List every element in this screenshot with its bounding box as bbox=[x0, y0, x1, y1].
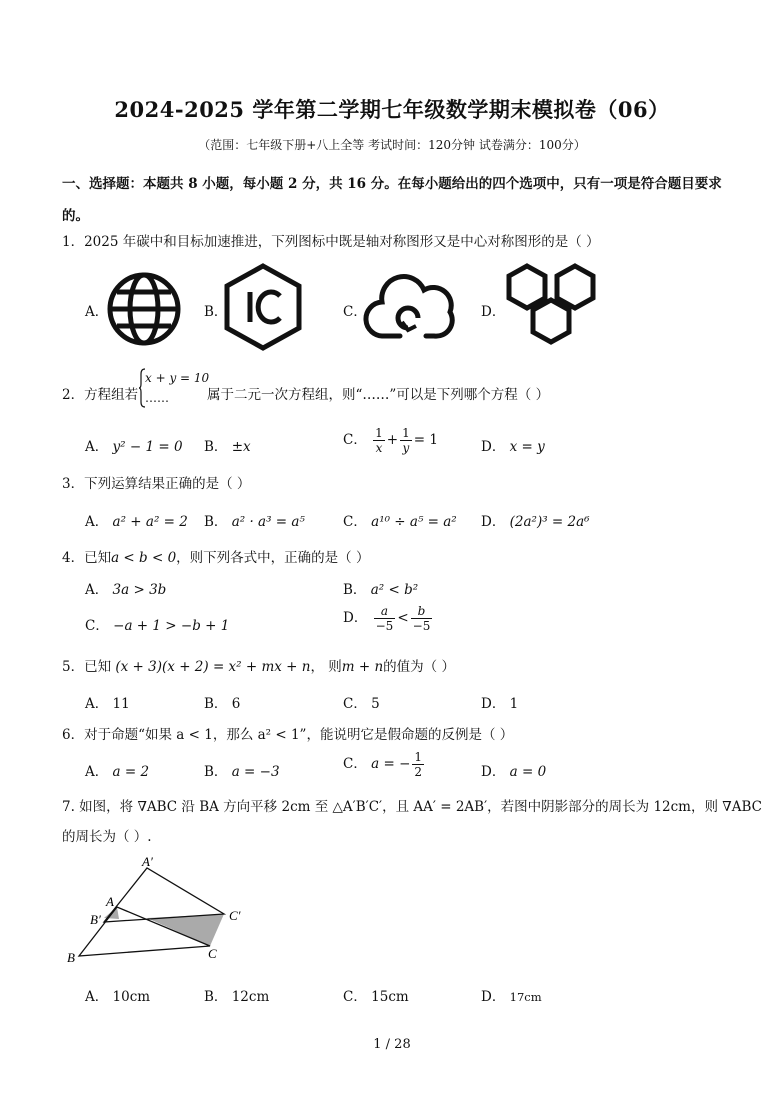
question-1-stem: 1．2025 年碳中和目标加速推进，下列图标中既是轴对称图形又是中心对称图形的是（ ） bbox=[62, 234, 600, 250]
translation-triangle-figure bbox=[62, 852, 262, 967]
q4-suffix: ，则下列各式中，正确的是（ ） bbox=[176, 550, 370, 566]
q2-option-c: C． $\frac{1}{x}$ + $\frac{1}{y}$ = 1 bbox=[343, 426, 438, 455]
q4-option-d: D． $\frac{a}{-5}$ < $\frac{b}{-5}$ bbox=[343, 604, 431, 633]
question-7-stem-line2: 的周长为（ ）. bbox=[62, 829, 152, 845]
q2-c-tail: = 1 bbox=[413, 432, 438, 448]
q7-a-letter: A． bbox=[85, 989, 109, 1005]
ic-hexagon-icon bbox=[222, 262, 304, 352]
q4-c-text: −a + 1 > −b + 1 bbox=[113, 618, 230, 634]
q6-option-a bbox=[85, 760, 149, 780]
q5-b-letter: B． bbox=[204, 696, 228, 712]
frac-den: x bbox=[375, 441, 383, 455]
q2-d-text: x = y bbox=[509, 439, 545, 455]
q4-b-text: a² < b² bbox=[370, 582, 419, 598]
frac-num: b bbox=[411, 604, 433, 619]
q4-a-letter: A． bbox=[85, 582, 109, 598]
q4-option-a bbox=[85, 578, 166, 598]
q5-option-c bbox=[343, 692, 380, 712]
q5-b-text: 6 bbox=[231, 696, 241, 712]
fraction-a-over-neg5 bbox=[374, 604, 396, 633]
label-a-prime: A′ bbox=[142, 854, 153, 869]
q7-c-text: 15cm bbox=[371, 989, 409, 1005]
question-7-stem-line1: 7. 如图，将 ∇ABC 沿 BA 方向平移 2cm 至 △A′B′C′，且 AA′ = 2AB′，若图中阴影部分的周长为 12cm，则 ∇ABC bbox=[62, 799, 762, 815]
q2-option-a bbox=[85, 435, 183, 455]
question-5-stem bbox=[62, 655, 455, 675]
exam-info: （范围：七年级下册+八上全等 考试时间：120分钟 试卷满分：100分） bbox=[198, 138, 586, 152]
q6-option-b bbox=[204, 760, 280, 780]
frac-den: −5 bbox=[412, 619, 431, 633]
frac-num: 1 bbox=[375, 426, 383, 440]
q6-a-text: a = 2 bbox=[112, 764, 150, 780]
q7-d-letter: D． bbox=[481, 989, 506, 1005]
q7-option-a bbox=[85, 985, 150, 1005]
q4-option-b bbox=[343, 578, 418, 598]
q2-b-text: ±x bbox=[231, 439, 251, 455]
q6-c-text: a = − bbox=[371, 756, 411, 772]
q6-d-text: a = 0 bbox=[509, 764, 547, 780]
q5-d-text: 1 bbox=[509, 696, 519, 712]
q7-a-text: 10cm bbox=[112, 989, 151, 1005]
q4-b-letter: B． bbox=[343, 582, 367, 598]
label-c-prime: C′ bbox=[229, 908, 241, 923]
question-3-stem: 3．下列运算结果正确的是（ ） bbox=[62, 476, 251, 492]
q3-a-text: a² + a² = 2 bbox=[112, 514, 188, 530]
q6-a-letter: A． bbox=[85, 764, 109, 780]
q2-d-letter: D． bbox=[481, 439, 506, 455]
q2-a-text: y² − 1 = 0 bbox=[112, 439, 183, 455]
question-2-suffix: 属于二元一次方程组，则“……”可以是下列哪个方程（ ） bbox=[207, 387, 550, 403]
q6-option-c bbox=[343, 750, 426, 779]
q6-d-letter: D． bbox=[481, 764, 506, 780]
q5-option-b bbox=[204, 692, 240, 712]
q5-suffix: 的值为（ ） bbox=[383, 659, 455, 675]
q5-option-a bbox=[85, 692, 130, 712]
q3-option-c bbox=[343, 510, 457, 530]
q5-equation: (x + 3)(x + 2) = x² + mx + n bbox=[115, 659, 311, 675]
frac-den: y bbox=[402, 441, 410, 455]
q2-b-letter: B． bbox=[204, 439, 228, 455]
q5-option-d bbox=[481, 692, 518, 712]
q7-b-text: 12cm bbox=[231, 989, 270, 1005]
q7-option-c bbox=[343, 985, 409, 1005]
cloud-refresh-icon bbox=[362, 268, 456, 342]
label-b-prime: B′ bbox=[90, 912, 101, 927]
q6-option-d bbox=[481, 760, 546, 780]
q3-option-b bbox=[204, 510, 305, 530]
q3-option-a bbox=[85, 510, 188, 530]
fraction-1-over-x bbox=[373, 426, 385, 455]
fraction-half bbox=[412, 750, 424, 779]
globe-icon bbox=[105, 270, 183, 348]
q7-option-b bbox=[204, 985, 269, 1005]
q1-option-a-label: A． bbox=[85, 304, 109, 320]
q1-option-c-label: C． bbox=[343, 304, 367, 320]
q4-prefix: 4．已知 bbox=[62, 550, 112, 566]
q5-prefix: 5．已知 bbox=[62, 659, 112, 675]
q4-condition: a < b < 0 bbox=[111, 550, 177, 566]
equation-line-2: …… bbox=[145, 391, 169, 405]
question-2-prefix: 2．方程组若 bbox=[62, 387, 139, 403]
q6-b-letter: B． bbox=[204, 764, 228, 780]
q5-a-text: 11 bbox=[112, 696, 130, 712]
q3-b-text: a² · a³ = a⁵ bbox=[231, 514, 305, 530]
q6-c-letter: C． bbox=[343, 756, 367, 772]
q7-c-letter: C． bbox=[343, 989, 367, 1005]
hexagons-icon bbox=[500, 262, 606, 348]
question-4-stem bbox=[62, 546, 369, 566]
q3-d-letter: D． bbox=[481, 514, 506, 530]
q5-d-letter: D． bbox=[481, 696, 506, 712]
q4-d-letter: D． bbox=[343, 610, 368, 626]
q1-option-d-label: D． bbox=[481, 304, 506, 320]
q5-mid: ， 则 bbox=[310, 659, 342, 675]
q1-option-b-label: B． bbox=[204, 304, 228, 320]
equation-system bbox=[145, 368, 209, 408]
q2-option-d bbox=[481, 435, 545, 455]
equation-line-1: x + y = 10 bbox=[145, 371, 210, 385]
q5-c-letter: C． bbox=[343, 696, 367, 712]
q3-d-text: (2a²)³ = 2a⁶ bbox=[509, 514, 590, 530]
q5-a-letter: A． bbox=[85, 696, 109, 712]
fraction-1-over-y bbox=[400, 426, 412, 455]
label-c: C bbox=[208, 946, 217, 961]
q3-c-letter: C． bbox=[343, 514, 367, 530]
q2-option-b bbox=[204, 435, 251, 455]
page-number: 1 / 28 bbox=[373, 1037, 411, 1052]
q5-c-text: 5 bbox=[371, 696, 380, 712]
q6-b-text: a = −3 bbox=[231, 764, 280, 780]
q2-a-letter: A． bbox=[85, 439, 109, 455]
q7-option-d bbox=[481, 985, 542, 1005]
label-a: A bbox=[106, 894, 114, 909]
label-b: B bbox=[67, 950, 75, 965]
q3-b-letter: B． bbox=[204, 514, 228, 530]
frac-num: a bbox=[374, 604, 396, 619]
q3-c-text: a¹⁰ ÷ a⁵ = a² bbox=[371, 514, 457, 530]
q4-option-c bbox=[85, 614, 229, 634]
frac-num: 1 bbox=[414, 750, 423, 764]
q4-a-text: 3a > 3b bbox=[112, 582, 167, 598]
q2-c-letter: C． bbox=[343, 432, 367, 448]
q3-a-letter: A． bbox=[85, 514, 109, 530]
question-6-stem: 6．对于命题“如果 a < 1，那么 a² < 1”，能说明它是假命题的反例是（ ） bbox=[62, 727, 514, 743]
q3-option-d bbox=[481, 510, 590, 530]
q4-c-letter: C． bbox=[85, 618, 109, 634]
section-heading: 一、选择题：本题共 8 小题，每小题 2 分，共 16 分。在每小题给出的四个选项中，只有一项是符合题目要求的。 bbox=[62, 176, 722, 224]
q7-d-text: 17cm bbox=[509, 990, 542, 1004]
frac-den: −5 bbox=[375, 619, 394, 633]
q5-expression: m + n bbox=[341, 659, 384, 675]
q7-b-letter: B． bbox=[204, 989, 228, 1005]
fraction-b-over-neg5 bbox=[411, 604, 433, 633]
page-title: 2024-2025 学年第二学期七年级数学期末模拟卷（06） bbox=[114, 97, 670, 122]
frac-num: 1 bbox=[402, 426, 410, 440]
frac-den: 2 bbox=[414, 765, 423, 779]
